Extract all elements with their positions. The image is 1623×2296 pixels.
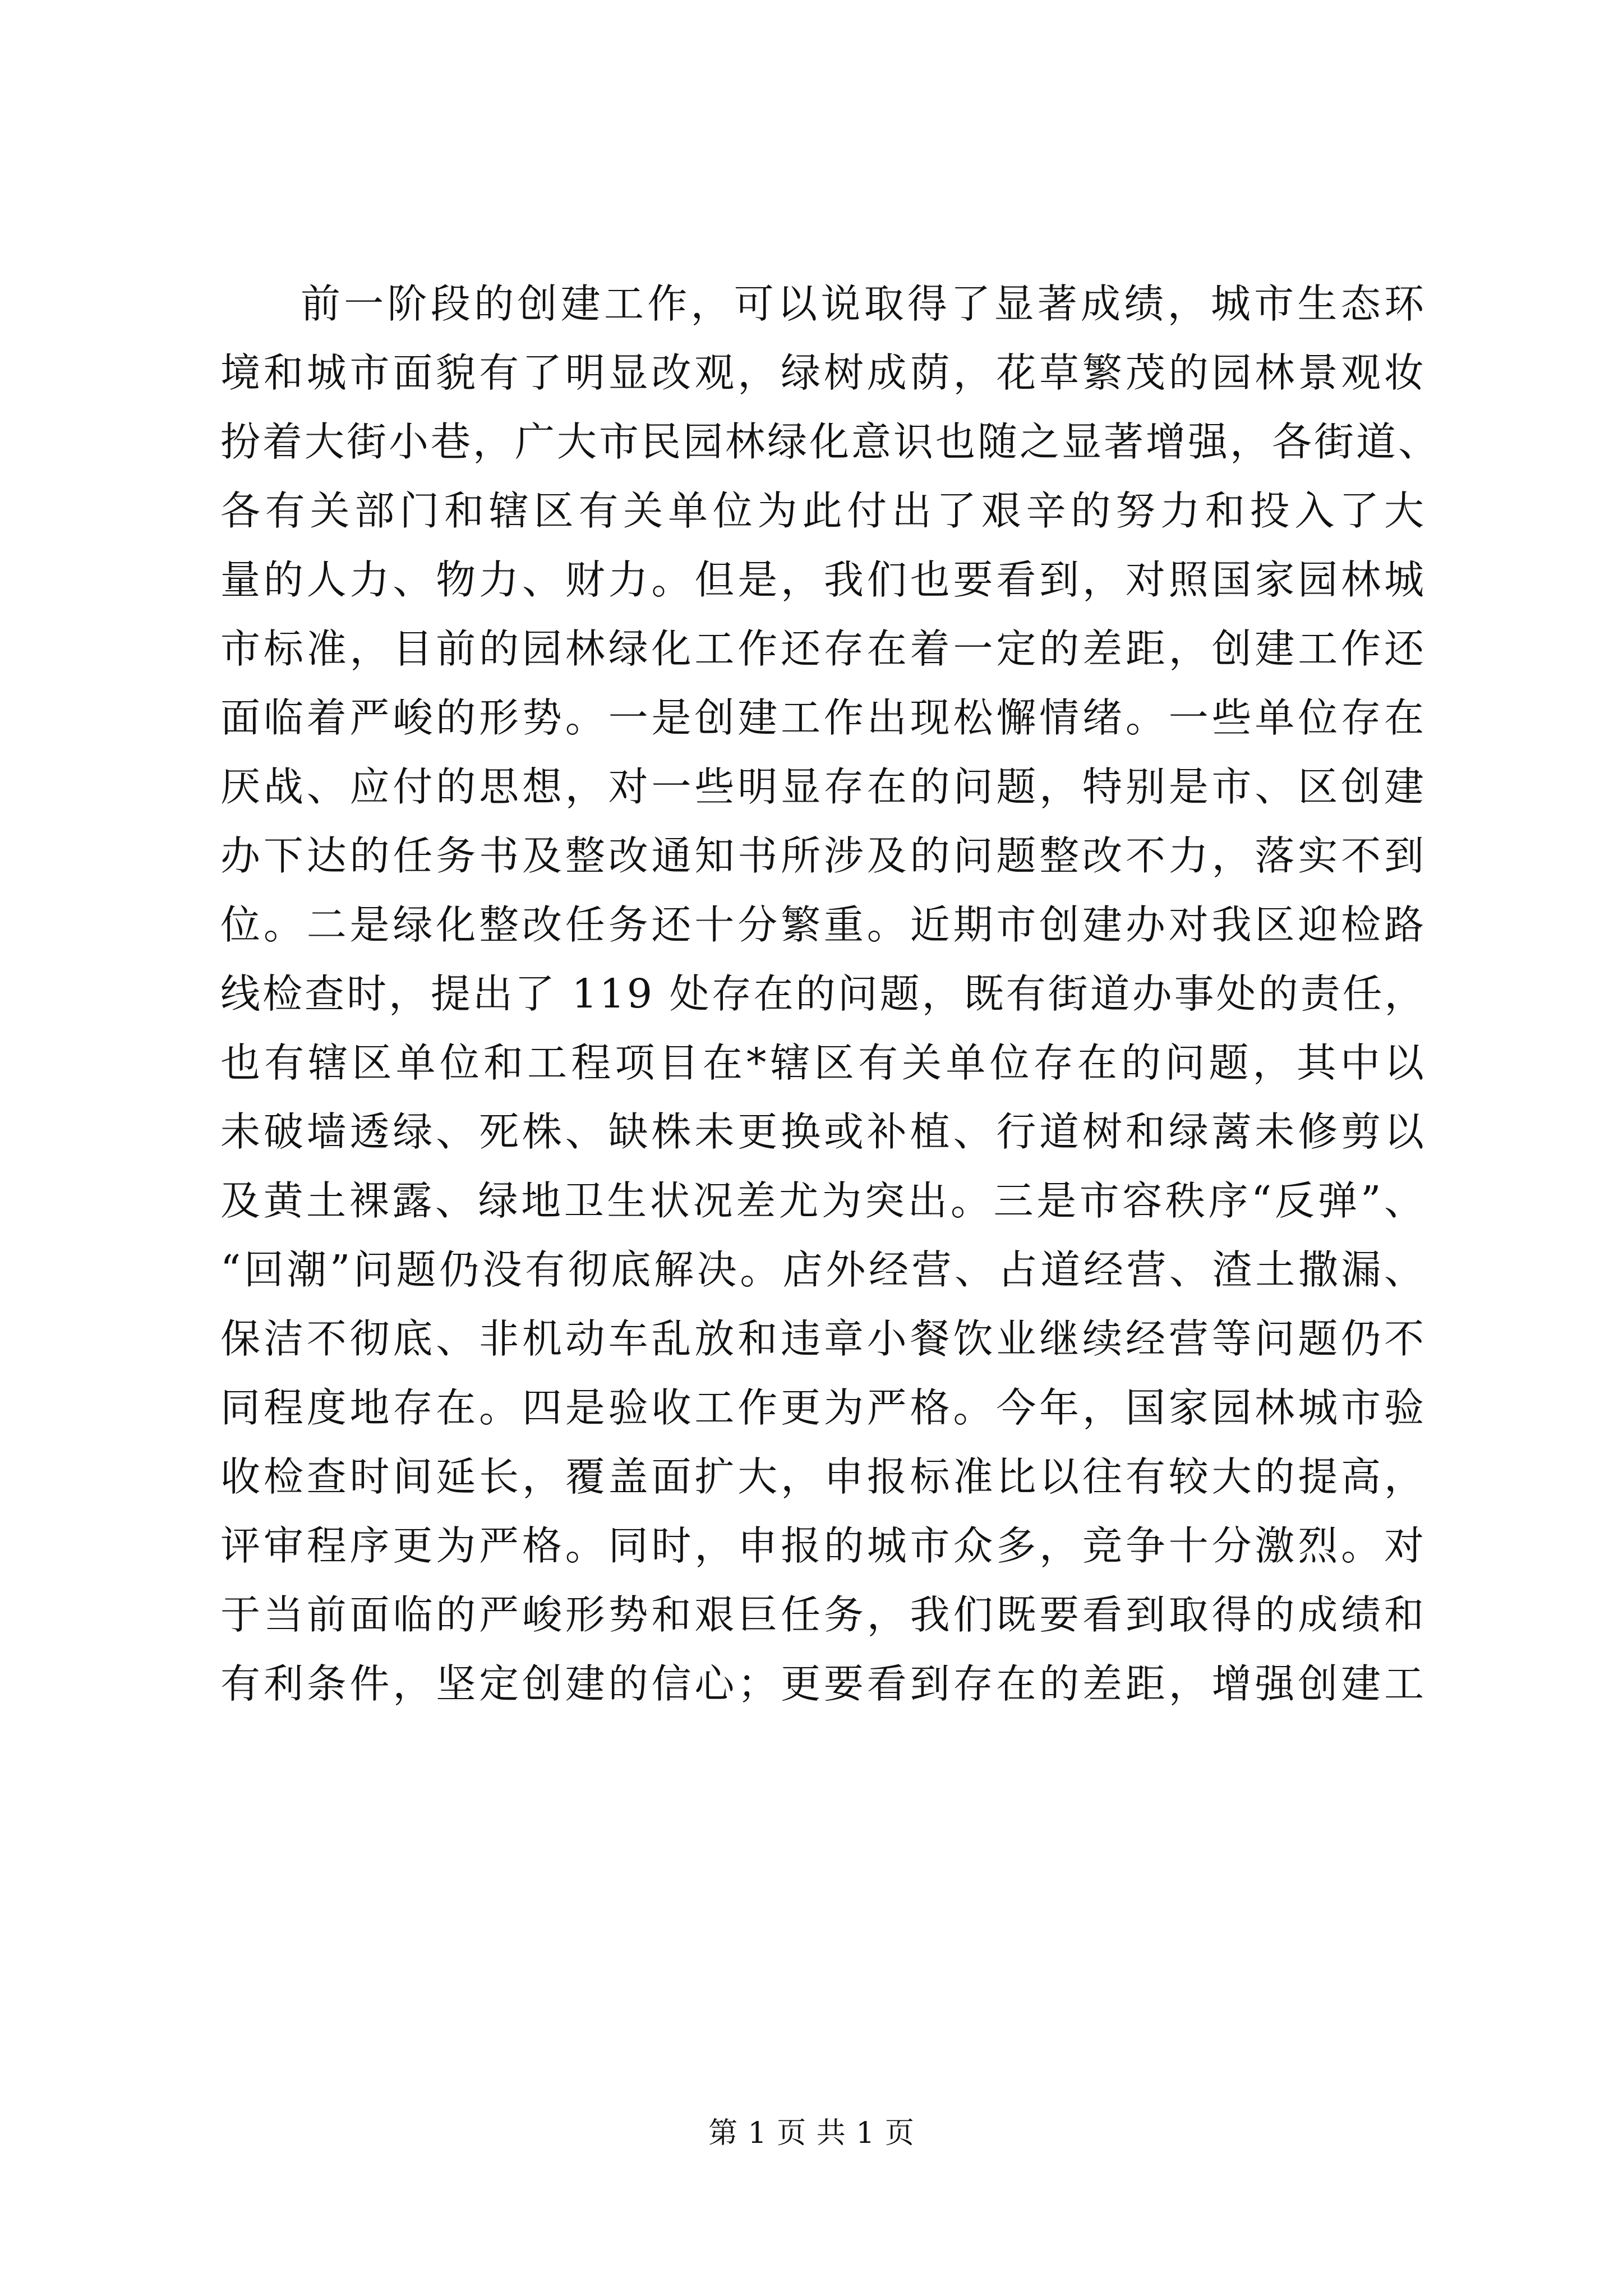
text-line: 扮着大街小巷，广大市民园林绿化意识也随之显著增强，各街道、 xyxy=(220,418,1441,465)
text-line: “回潮”问题仍没有彻底解决。店外经营、占道经营、渣土撒漏、 xyxy=(220,1246,1426,1293)
text-line: 面临着严峻的形势。一是创建工作出现松懈情绪。一些单位存在 xyxy=(220,694,1426,741)
page-number-footer: 第 1 页 共 1 页 xyxy=(708,2116,915,2150)
text-line: 位。二是绿化整改任务还十分繁重。近期市创建办对我区迎检路 xyxy=(220,901,1426,948)
text-line: 厌战、应付的思想，对一些明显存在的问题，特别是市、区创建 xyxy=(220,763,1426,810)
text-line: 保洁不彻底、非机动车乱放和违章小餐饮业继续经营等问题仍不 xyxy=(220,1315,1426,1362)
text-line: 有利条件，坚定创建的信心；更要看到存在的差距，增强创建工 xyxy=(220,1660,1426,1707)
text-line: 评审程序更为严格。同时，申报的城市众多，竞争十分激烈。对 xyxy=(220,1522,1426,1569)
text-line: 办下达的任务书及整改通知书所涉及的问题整改不力，落实不到 xyxy=(220,832,1426,879)
text-line: 收检查时间延长，覆盖面扩大，申报标准比以往有较大的提高， xyxy=(220,1453,1426,1500)
text-line: 线检查时，提出了 119 处存在的问题，既有街道办事处的责任， xyxy=(220,970,1427,1017)
text-line: 也有辖区单位和工程项目在*辖区有关单位存在的问题，其中以 xyxy=(220,1039,1426,1086)
text-line: 量的人力、物力、财力。但是，我们也要看到，对照国家园林城 xyxy=(220,556,1426,603)
text-line: 同程度地存在。四是验收工作更为严格。今年，国家园林城市验 xyxy=(220,1384,1426,1431)
text-line: 市标准，目前的园林绿化工作还存在着一定的差距，创建工作还 xyxy=(220,625,1426,672)
text-line: 及黄土裸露、绿地卫生状况差尤为突出。三是市容秩序“反弹”、 xyxy=(220,1177,1426,1224)
text-line: 于当前面临的严峻形势和艰巨任务，我们既要看到取得的成绩和 xyxy=(220,1591,1426,1638)
text-line: 境和城市面貌有了明显改观，绿树成荫，花草繁茂的园林景观妆 xyxy=(220,349,1426,396)
text-line: 前一阶段的创建工作，可以说取得了显著成绩，城市生态环 xyxy=(301,280,1426,327)
text-line: 各有关部门和辖区有关单位为此付出了艰辛的努力和投入了大 xyxy=(220,487,1426,534)
text-line: 未破墙透绿、死株、缺株未更换或补植、行道树和绿蓠未修剪以 xyxy=(220,1108,1426,1155)
body-paragraph xyxy=(220,269,1441,1718)
